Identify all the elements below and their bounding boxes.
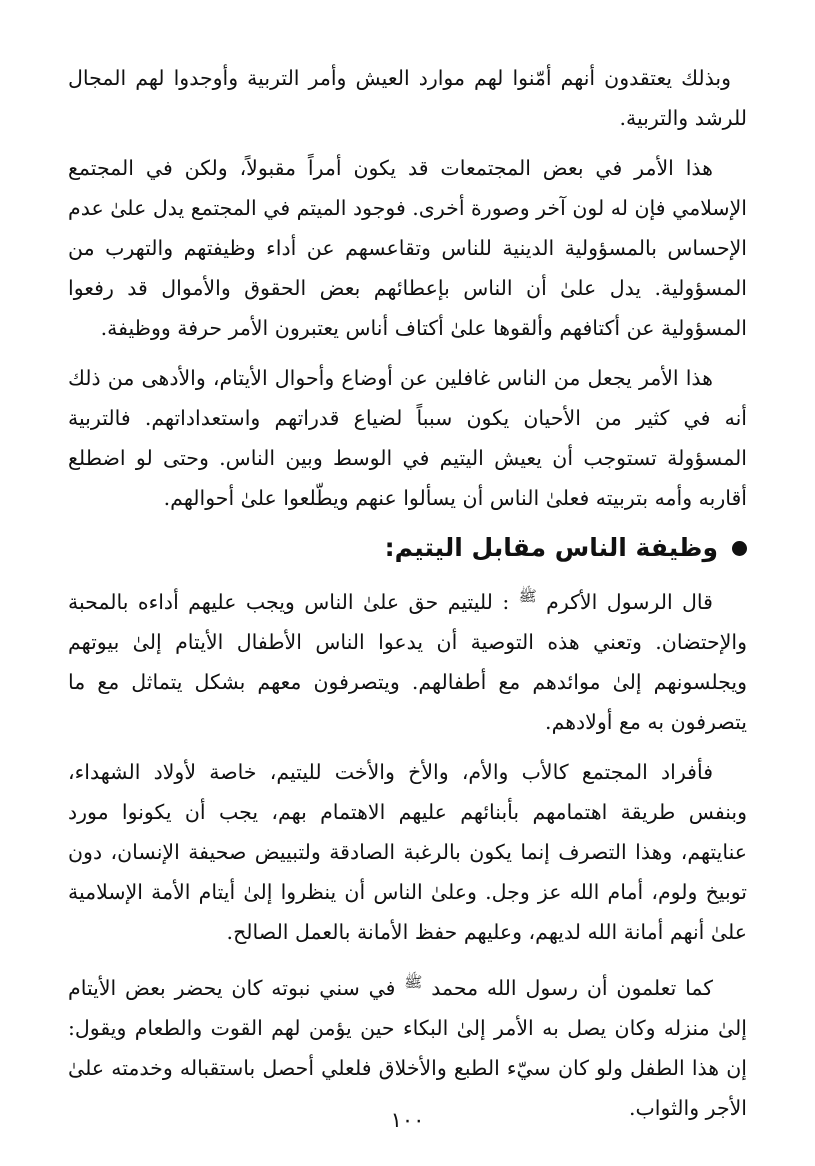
section-heading-text: وظيفة الناس مقابل اليتيم:: [384, 533, 718, 562]
paragraph-intro-1: وبذلك يعتقدون أنهم أمّنوا لهم موارد العيش وأمر التربية وأوجدوا لهم المجال للرشد والتربية.: [68, 66, 747, 130]
section-heading: [68, 528, 747, 568]
paragraph-prophet-saying-rest: : لليتيم حق علىٰ الناس ويجب عليهم أداءه بالمحبة والإحتضان. وتعني هذه التوصية أن يدعوا الناس الأطفال الأيتام إلىٰ بيوتهم ويجلسونهم إلىٰ موائدهم مع أطفالهم. ويتصرفون معهم بشكل يتماثل مع ما يتصرفون به مع أولادهم.: [68, 589, 747, 734]
paragraph-prophet-saying-start: قال الرسول الأكرم: [546, 589, 713, 614]
paragraph-prophet-saying: [68, 576, 747, 742]
paragraph-intro-3: هذا الأمر يجعل من الناس غافلين عن أوضاع وأحوال الأيتام، والأدهى من ذلك أنه في كثير من الأحيان يكون سبباً لضياع قدراتهم واستعداداتهم. فالتربية المسؤولة تستوجب أن يعيش اليتيم في الوسط وبين الناس. وحتى لو اضطلع أقاربه وأمه بتربيته فعلىٰ الناس أن يسألوا عنهم ويطّلعوا علىٰ أحوالهم.: [68, 366, 747, 510]
honorific-symbol: ﷺ: [518, 587, 537, 605]
page-number: ١٠٠: [390, 1108, 425, 1132]
paragraph-last-start: كما تعلمون أن رسول الله محمد: [431, 975, 713, 1000]
paragraph-intro-2: هذا الأمر في بعض المجتمعات قد يكون أمراً مقبولاً، ولكن في المجتمع الإسلامي فإن له لون آخر وصورة أخرى. فوجود الميتم في المجتمع يدل علىٰ عدم الإحساس بالمسؤولية الدينية للناس وتقاعسهم عن أداء وظيفتهم والتهرب من المسؤولية. يدل علىٰ أن الناس بإعطائهم بعض الحقوق والأموال قد رفعوا المسؤولية عن أكتافهم وألقوها علىٰ أكتاف أناس يعتبرون الأمر حرفة ووظيفة.: [68, 156, 747, 340]
honorific-symbol-2: ﷺ: [404, 972, 423, 991]
page-body: [68, 58, 747, 1138]
paragraph-society: فأفراد المجتمع كالأب والأم، والأخ والأخت لليتيم، خاصة لأولاد الشهداء، وبنفس طريقة اهتمامهم بأبنائهم عليهم الاهتمام بهم، يجب أن يكونوا مورد عنايتهم، وهذا التصرف إنما يكون بالرغبة الصادقة ولتبييض صحيفة الإنسان، دون توبيخ ولوم، أمام الله عز وجل. وعلىٰ الناس أن ينظروا إلىٰ أيتام الأمة الإسلامية علىٰ أنهم أمانة الله لديهم، وعليهم حفظ الأمانة بالعمل الصالح.: [68, 759, 747, 944]
paragraph-last: [68, 962, 747, 1128]
bullet-icon: [732, 541, 747, 556]
paragraph-last-rest: في سني نبوته كان يحضر بعض الأيتام إلىٰ منزله وكان يصل به الأمر إلىٰ البكاء حين يؤمن لهم القوت والطعام ويقول: إن هذا الطفل ولو كان سيّء الطبع والأخلاق فلعلي أحصل باستقباله وخدمته علىٰ الأجر والثواب.: [68, 975, 747, 1120]
